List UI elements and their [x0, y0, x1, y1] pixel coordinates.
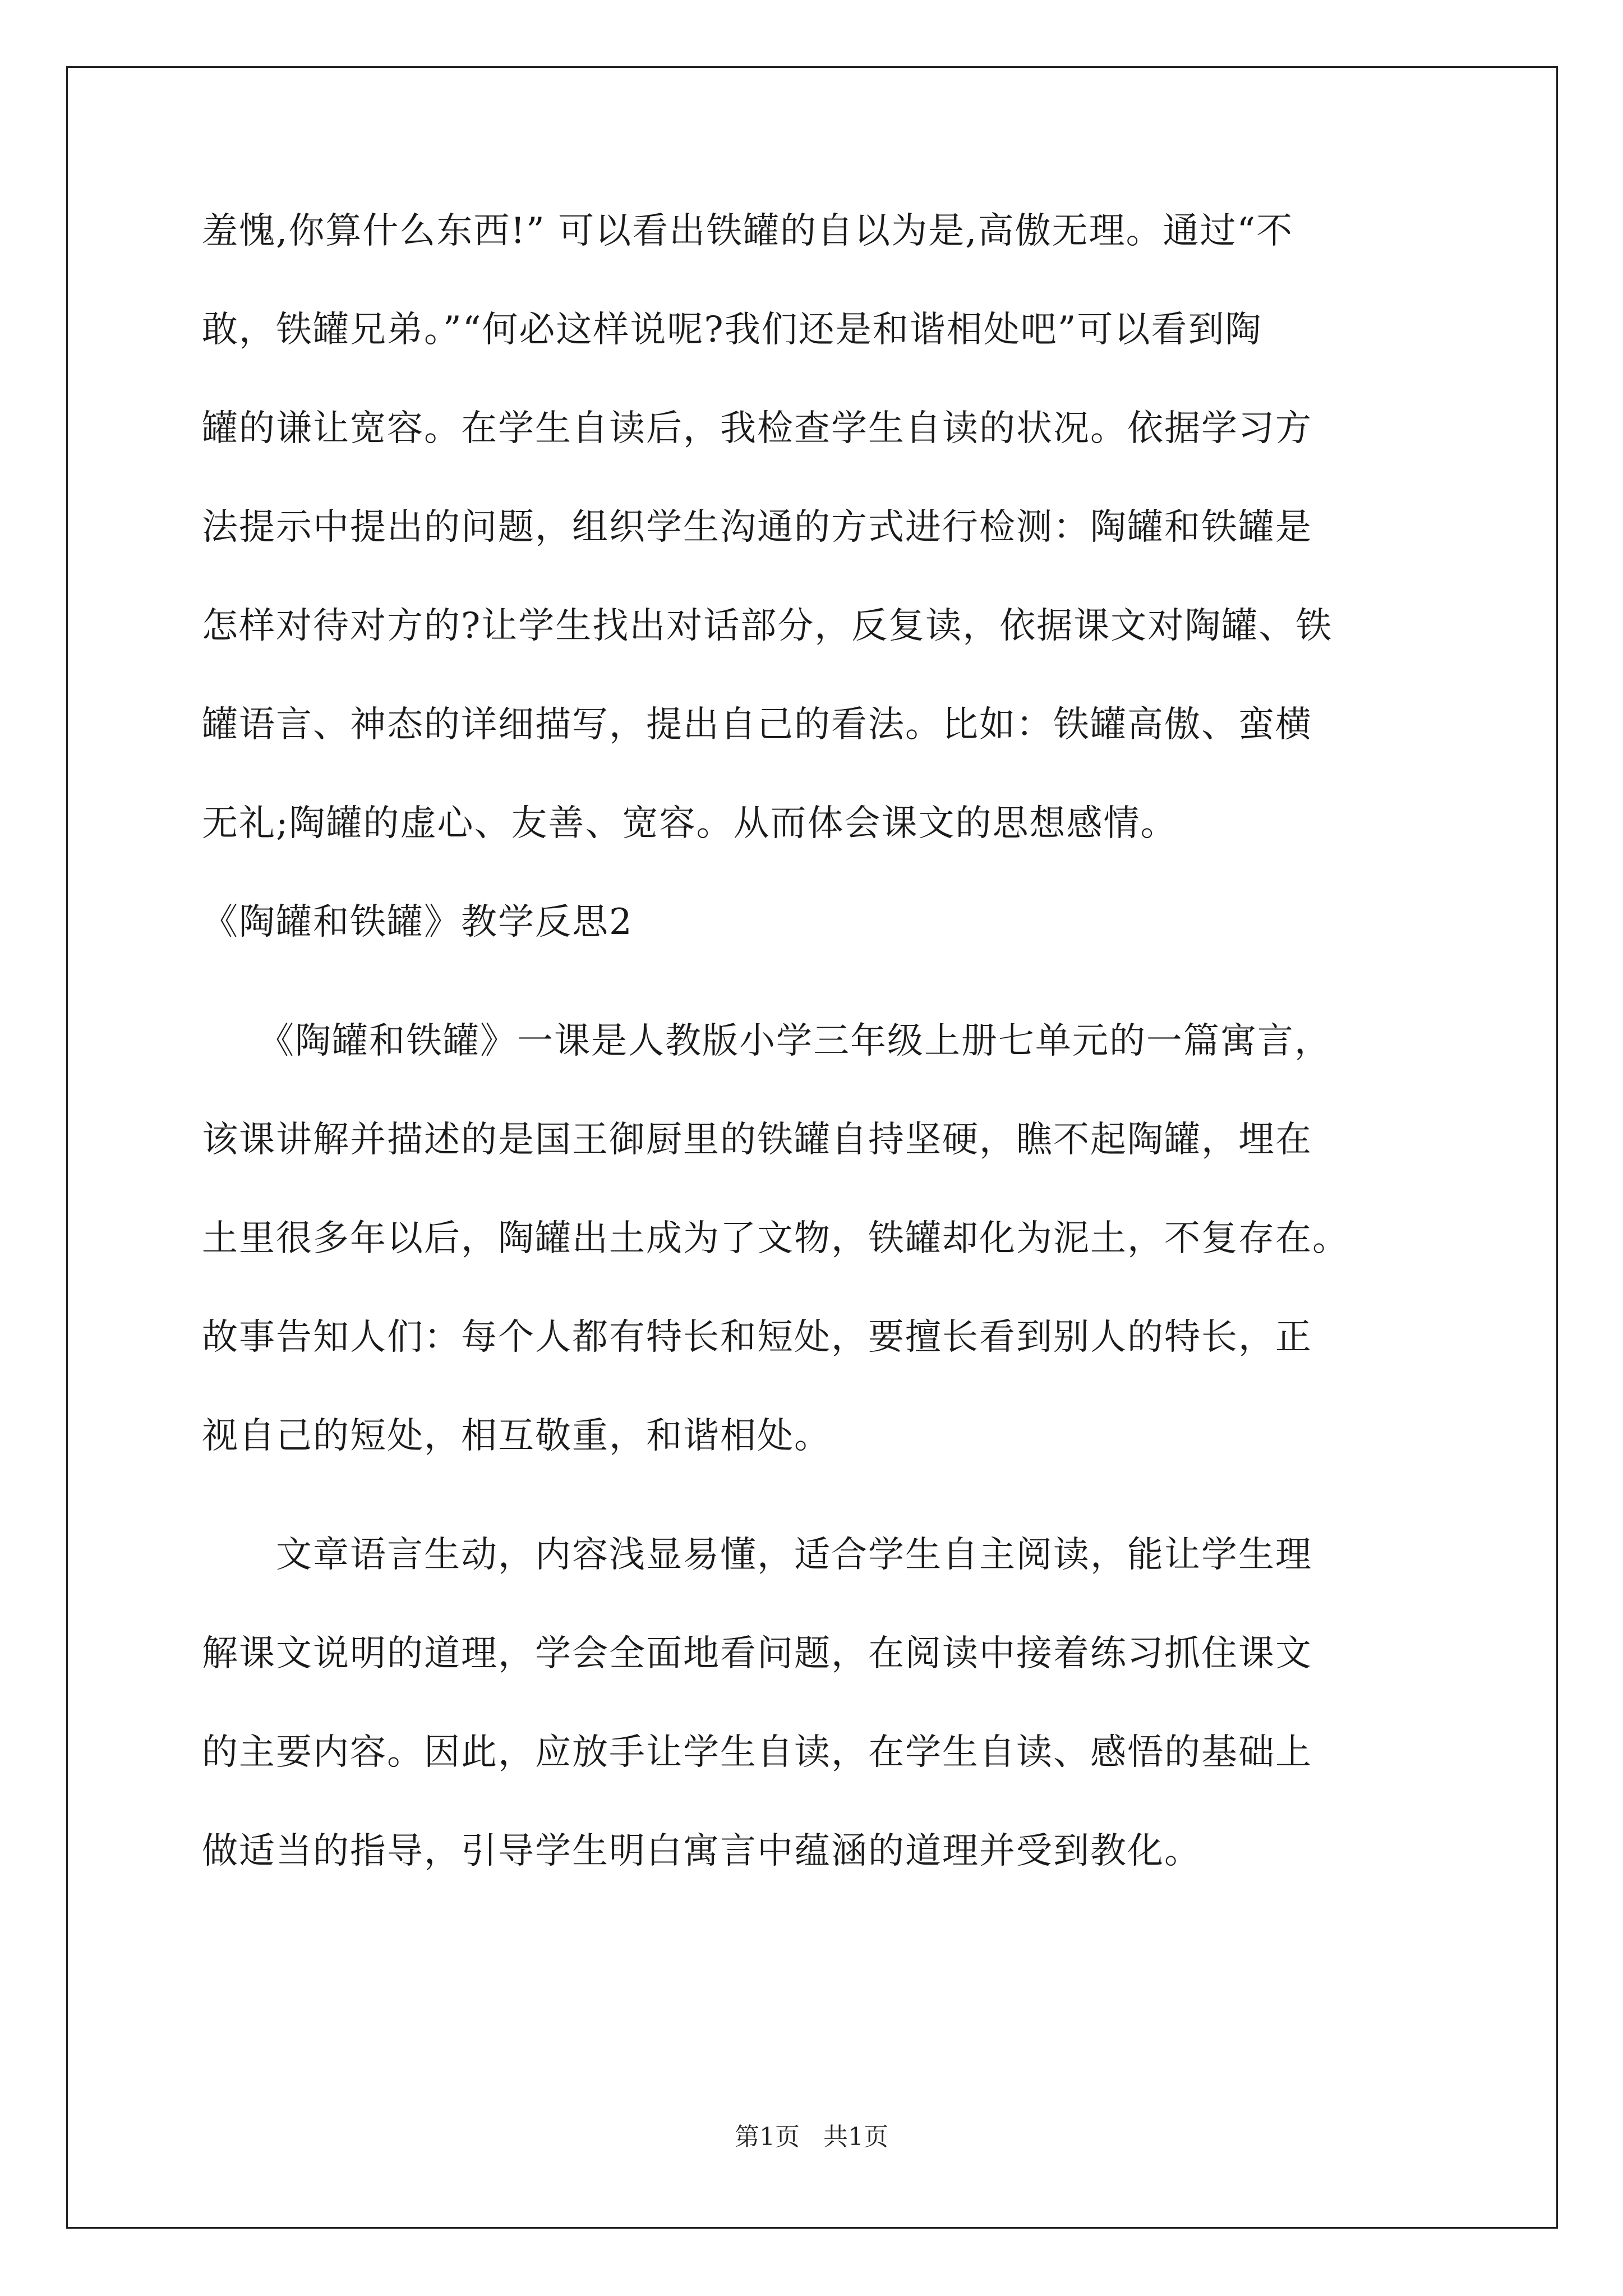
section-heading: 《陶罐和铁罐》教学反思2	[202, 901, 633, 943]
paragraph-line: 解课文说明的道理，学会全面地看问题，在阅读中接着练习抓住课文	[202, 1633, 1312, 1674]
page-footer	[0, 2123, 1623, 2151]
paragraph-line: 故事告知人们：每个人都有特长和短处，要擅长看到别人的特长，正	[202, 1317, 1312, 1358]
paragraph-line: 怎样对待对方的?让学生找出对话部分，反复读，依据课文对陶罐、铁	[202, 605, 1333, 647]
document-body	[202, 210, 1424, 1872]
paragraph-line: 视自己的短处，相互敬重，和谐相处。	[202, 1415, 831, 1457]
paragraph-line: 该课讲解并描述的是国王御厨里的铁罐自持坚硬，瞧不起陶罐，埋在	[202, 1119, 1312, 1161]
paragraph-line: 羞愧,你算什么东西!” 可以看出铁罐的自以为是,高傲无理。通过“不	[202, 210, 1294, 252]
paragraph-line: 敢，铁罐兄弟。”“何必这样说呢?我们还是和谐相处吧”可以看到陶	[202, 309, 1262, 351]
paragraph-line: 无礼;陶罐的虚心、友善、宽容。从而体会课文的思想感情。	[202, 803, 1178, 844]
page-number-total: 共1页	[823, 2123, 888, 2151]
paragraph-line: 土里很多年以后，陶罐出土成为了文物，铁罐却化为泥土，不复存在。	[202, 1218, 1349, 1259]
paragraph-line: 罐语言、神态的详细描写，提出自己的看法。比如：铁罐高傲、蛮横	[202, 704, 1312, 746]
paragraph-line: 的主要内容。因此，应放手让学生自读，在学生自读、感悟的基础上	[202, 1732, 1312, 1773]
paragraph-line: 《陶罐和铁罐》一课是人教版小学三年级上册七单元的一篇寓言，	[202, 1020, 1331, 1062]
paragraph-line: 罐的谦让宽容。在学生自读后，我检查学生自读的状况。依据学习方	[202, 408, 1312, 449]
paragraph-line: 法提示中提出的问题，组织学生沟通的方式进行检测：陶罐和铁罐是	[202, 507, 1312, 548]
paragraph-line: 文章语言生动，内容浅显易懂，适合学生自主阅读，能让学生理	[202, 1534, 1312, 1576]
paragraph-line: 做适当的指导，引导学生明白寓言中蕴涵的道理并受到教化。	[202, 1830, 1201, 1872]
page-number-current: 第1页	[735, 2123, 800, 2151]
